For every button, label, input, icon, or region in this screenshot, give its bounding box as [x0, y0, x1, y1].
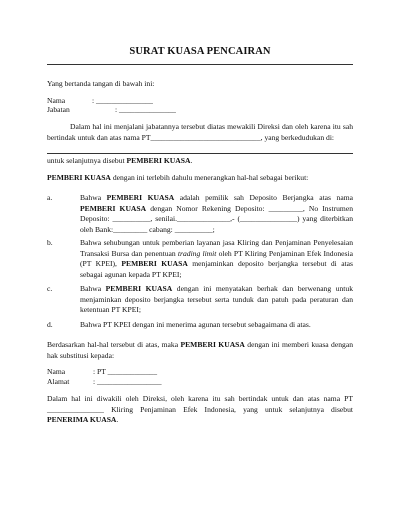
- jabatan-label: Jabatan: [47, 105, 70, 114]
- item-b-letter: b.: [47, 238, 53, 247]
- nama2-value: : PT _____________: [93, 367, 157, 376]
- item-b-text: Bahwa sehubungan untuk pemberian layanan jasa Kliring dan Penjaminan Penyelesaian Transaksi Bursa dan penentuan trading limit oleh PT Kliring Penjaminan Efek Indonesia (PT KPEI), PEMBERI KUASA menjaminkan deposito berjangka tersebut di atas sebagai agunan kepada PT KPEI;: [80, 238, 353, 279]
- item-a-letter: a.: [47, 193, 53, 202]
- jabatan-value: : _______________: [115, 105, 176, 114]
- paragraph-menerangkan: PEMBERI KUASA dengan ini terlebih dahulu menerangkan hal-hal sebagai berikut:: [47, 173, 309, 182]
- paragraph-disebut: untuk selanjutnya disebut PEMBERI KUASA.: [47, 156, 193, 165]
- paragraph-memberi-kuasa: Berdasarkan hal-hal tersebut di atas, maka PEMBERI KUASA dengan ini memberi kuasa dengan hak substitusi kepada:: [47, 340, 353, 360]
- item-d-text: Bahwa PT KPEI dengan ini menerima agunan tersebut sebagaimana di atas.: [80, 320, 311, 329]
- nama-label: Nama: [47, 96, 66, 105]
- nama-value: : _______________: [92, 96, 153, 105]
- item-a-text: Bahwa PEMBERI KUASA adalah pemilik sah Deposito Berjangka atas nama PEMBERI KUASA dengan Nomor Rekening Deposito: _________, No Instrumen Deposito: __________, senilai.______________,- (_______________) yang diterbitkan oleh Bank:_________ cabang: __________;: [80, 193, 353, 234]
- paragraph-penerima-kuasa: Dalam hal ini diwakili oleh Direksi, oleh karena itu sah bertindak untuk dan atas nama PT _______________ Kliring Penjaminan Efek Indonesia, yang untuk selanjutnya disebut PENERIMA KUASA.: [47, 394, 353, 425]
- blank-line: [47, 153, 353, 154]
- title-divider: [47, 64, 353, 65]
- alamat-label: Alamat: [47, 377, 70, 386]
- document-title: SURAT KUASA PENCAIRAN: [129, 46, 271, 57]
- item-d-letter: d.: [47, 320, 53, 329]
- item-c-text: Bahwa PEMBERI KUASA dengan ini menyatakan berhak dan berwenang untuk menjaminkan deposito berjangka tersebut serta tunduk dan patuh pada peraturan dan ketentuan PT KPEI;: [80, 284, 354, 315]
- alamat-value: : _________________: [93, 377, 162, 386]
- paragraph-mewakili: Dalam hal ini menjalani jabatannya tersebut diatas mewakili Direksi dan oleh karena itu sah bertindak untuk dan atas nama PT_____________________________, yang berkedudukan di:: [47, 122, 353, 142]
- item-c-letter: c.: [47, 284, 53, 293]
- intro-text: Yang bertanda tangan di bawah ini:: [47, 79, 155, 88]
- nama2-label: Nama: [47, 367, 66, 376]
